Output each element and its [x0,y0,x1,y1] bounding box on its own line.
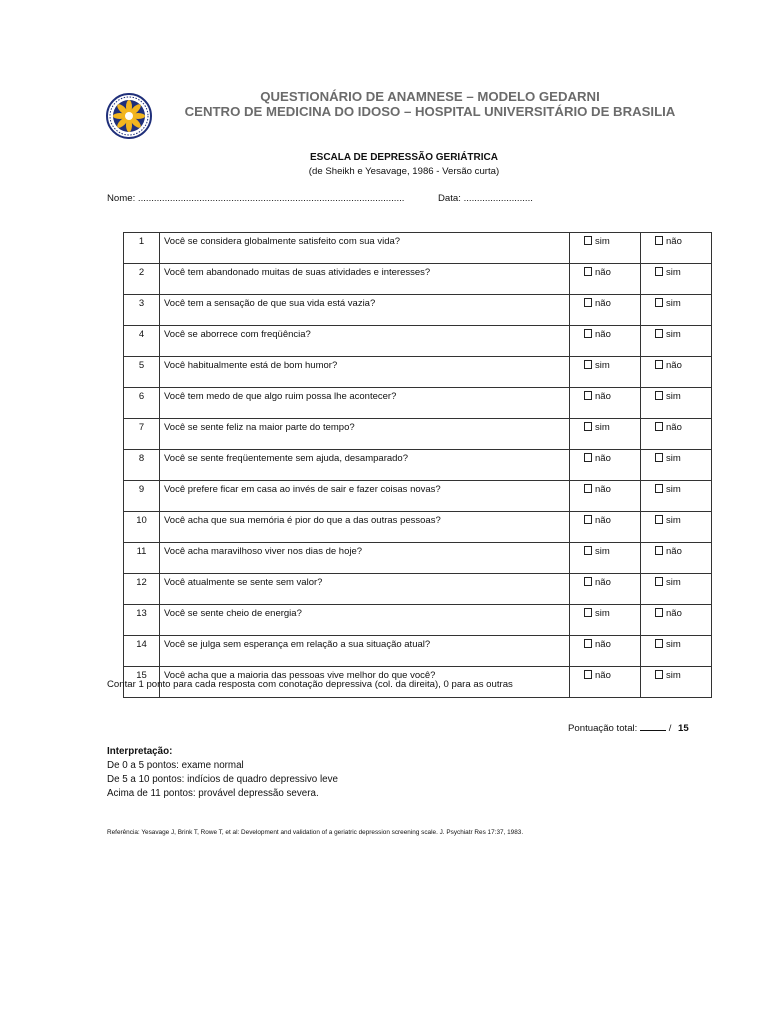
answer-option-left[interactable] [570,481,641,512]
checkbox-icon[interactable] [655,236,663,245]
checkbox-icon[interactable] [584,236,592,245]
checkbox-icon[interactable] [584,484,592,493]
scoring-instruction: Contar 1 ponto para cada resposta com conotação depressiva (col. da direita), 0 para as outras [107,679,513,690]
answer-option-label: não [595,639,611,650]
answer-option-right[interactable] [641,233,712,264]
answer-option-left[interactable] [570,512,641,543]
answer-option-label: sim [595,546,610,557]
question-number: 5 [124,357,160,388]
table-row [124,543,712,574]
answer-option-label: sim [666,484,681,495]
checkbox-icon[interactable] [584,360,592,369]
answer-option-right[interactable] [641,543,712,574]
answer-option-right[interactable] [641,481,712,512]
question-number: 1 [124,233,160,264]
answer-option-label: não [595,391,611,402]
total-score-max: 15 [678,723,689,734]
answer-option-left[interactable] [570,450,641,481]
question-text: Você se julga sem esperança em relação a sua situação atual? [160,636,570,667]
question-text: Você tem a sensação de que sua vida está vazia? [160,295,570,326]
answer-option-label: não [595,329,611,340]
answer-option-label: sim [666,267,681,278]
question-text: Você prefere ficar em casa ao invés de sair e fazer coisas novas? [160,481,570,512]
answer-option-right[interactable] [641,450,712,481]
table-row [124,574,712,605]
question-number: 8 [124,450,160,481]
checkbox-icon[interactable] [655,422,663,431]
checkbox-icon[interactable] [655,329,663,338]
table-row [124,636,712,667]
checkbox-icon[interactable] [584,329,592,338]
name-field[interactable]: Nome: .................................................................................................... [107,193,405,204]
question-number: 12 [124,574,160,605]
question-text: Você tem medo de que algo ruim possa lhe acontecer? [160,388,570,419]
table-row [124,419,712,450]
answer-option-label: não [595,267,611,278]
checkbox-icon[interactable] [655,360,663,369]
interpretation-title: Interpretação: [107,746,173,757]
answer-option-label: sim [595,360,610,371]
checkbox-icon[interactable] [584,422,592,431]
header-line-1: QUESTIONÁRIO DE ANAMNESE – MODELO GEDARNI [260,89,600,104]
total-score-label: Pontuação total: [568,723,638,734]
answer-option-right[interactable] [641,295,712,326]
checkbox-icon[interactable] [584,298,592,307]
answer-option-label: não [595,577,611,588]
questions-table [123,232,712,698]
answer-option-label: não [595,484,611,495]
checkbox-icon[interactable] [584,453,592,462]
answer-option-left[interactable] [570,357,641,388]
answer-option-label: sim [666,577,681,588]
checkbox-icon[interactable] [655,298,663,307]
answer-option-label: sim [666,639,681,650]
table-row [124,450,712,481]
answer-option-label: não [595,515,611,526]
question-text: Você se aborrece com freqüência? [160,326,570,357]
interpretation-line: Acima de 11 pontos: provável depressão severa. [107,788,319,799]
question-text: Você habitualmente está de bom humor? [160,357,570,388]
answer-option-label: não [666,360,682,371]
question-number: 7 [124,419,160,450]
checkbox-icon[interactable] [655,639,663,648]
checkbox-icon[interactable] [655,484,663,493]
question-number: 11 [124,543,160,574]
answer-option-left[interactable] [570,574,641,605]
table-row [124,264,712,295]
answer-option-left[interactable] [570,419,641,450]
table-row [124,605,712,636]
question-text: Você se sente cheio de energia? [160,605,570,636]
question-number: 15 [124,667,160,698]
question-text: Você se considera globalmente satisfeito com sua vida? [160,233,570,264]
total-score-blank[interactable] [640,721,666,731]
checkbox-icon[interactable] [655,577,663,586]
answer-option-label: não [666,608,682,619]
checkbox-icon[interactable] [655,453,663,462]
answer-option-label: sim [666,329,681,340]
header-line-2: CENTRO DE MEDICINA DO IDOSO – HOSPITAL UNIVERSITÁRIO DE BRASILIA [184,104,676,119]
answer-option-right[interactable] [641,388,712,419]
checkbox-icon[interactable] [584,267,592,276]
university-seal-icon [106,93,152,139]
answer-option-label: sim [666,670,681,681]
question-number: 10 [124,512,160,543]
question-text: Você atualmente se sente sem valor? [160,574,570,605]
question-text: Você se sente feliz na maior parte do tempo? [160,419,570,450]
checkbox-icon[interactable] [584,546,592,555]
answer-option-left[interactable] [570,388,641,419]
answer-option-right[interactable] [641,326,712,357]
answer-option-left[interactable] [570,543,641,574]
question-number: 6 [124,388,160,419]
checkbox-icon[interactable] [655,515,663,524]
answer-option-right[interactable] [641,605,712,636]
question-text: Você acha que a maioria das pessoas vive melhor do que você? [160,667,570,698]
table-row [124,295,712,326]
checkbox-icon[interactable] [655,267,663,276]
answer-option-right[interactable] [641,512,712,543]
answer-option-left[interactable] [570,667,641,698]
answer-option-right[interactable] [641,667,712,698]
checkbox-icon[interactable] [584,639,592,648]
answer-option-left[interactable] [570,233,641,264]
question-number: 2 [124,264,160,295]
question-text: Você tem abandonado muitas de suas atividades e interesses? [160,264,570,295]
answer-option-right[interactable] [641,264,712,295]
answer-option-label: não [666,546,682,557]
interpretation-line: De 0 a 5 pontos: exame normal [107,760,244,771]
question-text: Você se sente freqüentemente sem ajuda, desamparado? [160,450,570,481]
answer-option-left[interactable] [570,636,641,667]
interpretation-line: De 5 a 10 pontos: indícios de quadro depressivo leve [107,774,338,785]
answer-option-right[interactable] [641,357,712,388]
answer-option-label: sim [595,236,610,247]
question-text: Você acha maravilhoso viver nos dias de hoje? [160,543,570,574]
date-field[interactable]: Data: .......................... [438,193,533,204]
table-row [124,512,712,543]
answer-option-label: não [595,298,611,309]
question-number: 9 [124,481,160,512]
checkbox-icon[interactable] [584,391,592,400]
question-number: 4 [124,326,160,357]
total-score [568,721,689,734]
answer-option-left[interactable] [570,605,641,636]
answer-option-label: não [595,453,611,464]
question-number: 14 [124,636,160,667]
answer-option-label: não [595,670,611,681]
answer-option-right[interactable] [641,636,712,667]
table-row [124,481,712,512]
checkbox-icon[interactable] [655,608,663,617]
scale-title: ESCALA DE DEPRESSÃO GERIÁTRICA [310,152,498,163]
table-row [124,388,712,419]
answer-option-label: sim [595,608,610,619]
table-row [124,233,712,264]
question-text: Você acha que sua memória é pior do que a das outras pessoas? [160,512,570,543]
answer-option-left[interactable] [570,326,641,357]
checkbox-icon[interactable] [655,670,663,679]
answer-option-left[interactable] [570,264,641,295]
question-number: 13 [124,605,160,636]
answer-option-label: sim [666,391,681,402]
total-score-separator: / [668,723,672,734]
table-row [124,326,712,357]
answer-option-label: sim [666,453,681,464]
scale-subtitle: (de Sheikh e Yesavage, 1986 - Versão curta) [308,166,500,177]
checkbox-icon[interactable] [584,515,592,524]
answer-option-label: não [666,236,682,247]
answer-option-label: não [666,422,682,433]
reference-citation: Referência: Yesavage J, Brink T, Rowe T, et al: Development and validation of a geriatric depression screening scale. J. Psychiatr Res 17:37, 1983. [107,829,524,836]
table-row [124,357,712,388]
checkbox-icon[interactable] [655,391,663,400]
checkbox-icon[interactable] [584,670,592,679]
question-number: 3 [124,295,160,326]
answer-option-label: sim [595,422,610,433]
checkbox-icon[interactable] [584,608,592,617]
answer-option-right[interactable] [641,419,712,450]
checkbox-icon[interactable] [655,546,663,555]
answer-option-right[interactable] [641,574,712,605]
answer-option-label: sim [666,515,681,526]
answer-option-left[interactable] [570,295,641,326]
checkbox-icon[interactable] [584,577,592,586]
answer-option-label: sim [666,298,681,309]
